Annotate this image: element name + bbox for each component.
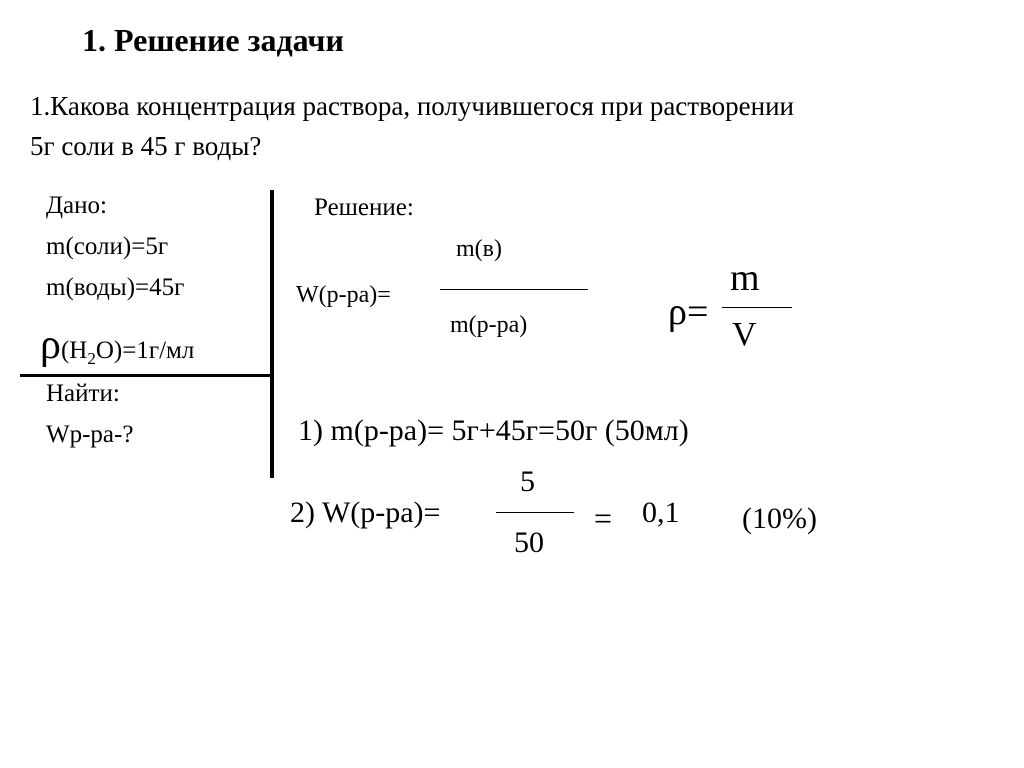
solution-header: Решение: — [314, 194, 414, 221]
step2-lhs: 2) W(р-ра)= — [290, 496, 441, 529]
solution-step-1: 1) m(р-ра)= 5г+45г=50г (50мл) — [298, 414, 689, 447]
density-post: O)=1г/мл — [95, 337, 195, 364]
vertical-divider — [270, 190, 274, 478]
page-title: 1. Решение задачи — [82, 22, 344, 58]
step2-denominator: 50 — [514, 526, 544, 559]
step2-equals: = — [594, 500, 613, 536]
step2-percent: (10%) — [742, 502, 817, 535]
w-formula-fraction-bar — [440, 289, 588, 290]
w-formula-denominator: m(р-ра) — [450, 312, 528, 338]
find-header: Найти: — [46, 380, 120, 407]
step2-fraction-bar — [496, 512, 574, 513]
rho-formula-numerator: m — [730, 257, 760, 299]
rho-formula-fraction-bar — [722, 307, 792, 308]
rho-formula-lhs: ρ= — [668, 291, 709, 333]
problem-statement: 1.Какова концентрация раствора, получившегося при растворении 5г соли в 45 г воды? — [30, 91, 794, 161]
w-formula-numerator: m(в) — [456, 236, 502, 262]
given-water-density — [40, 324, 194, 369]
given-water-mass: m(воды)=45г — [46, 274, 185, 301]
rho-symbol: ρ — [40, 322, 61, 368]
density-sub: 2 — [87, 349, 96, 368]
density-pre: (H — [60, 337, 88, 364]
horizontal-divider — [20, 374, 272, 377]
find-value: Wр-ра-? — [46, 421, 134, 448]
rho-formula-denominator: V — [732, 316, 757, 353]
step2-result: 0,1 — [642, 496, 680, 529]
given-salt-mass: m(соли)=5г — [46, 233, 169, 260]
w-formula-lhs: W(р-ра)= — [296, 282, 391, 308]
given-header: Дано: — [46, 192, 107, 219]
step2-numerator: 5 — [520, 465, 535, 498]
